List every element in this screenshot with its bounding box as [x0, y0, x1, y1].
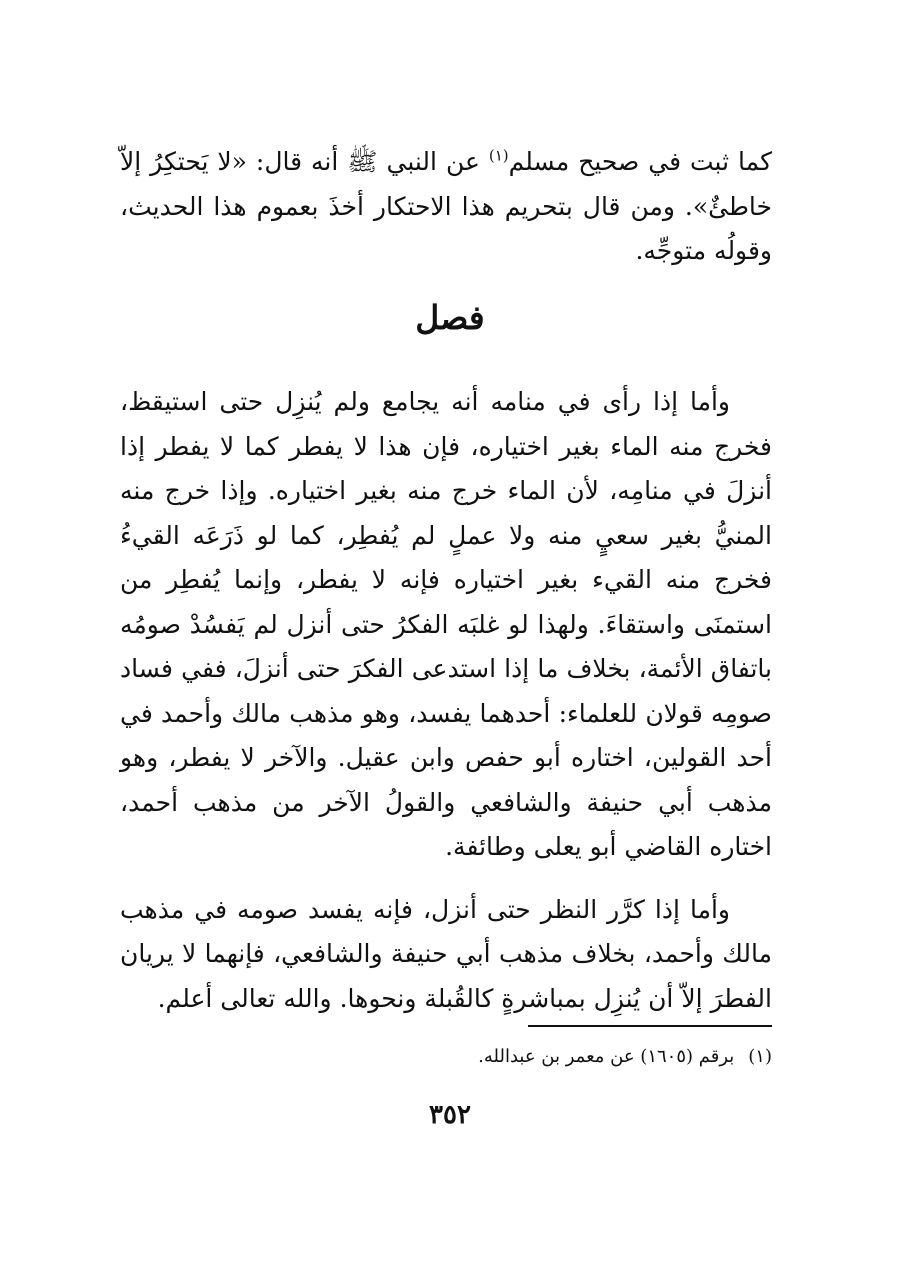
body-paragraph-2: وأما إذا كرَّر النظر حتى أنزل، فإنه يفسد صومه في مذهب مالك وأحمد، بخلاف مذهب أبي حنيفة والشافعي، فإنهما لا يريان الفطرَ إلاّ أن يُنزِل بمباشرةٍ كالقُبلة ونحوها. والله تعالى أعلم. — [120, 894, 772, 1013]
page-number: ٣٥٢ — [429, 1100, 471, 1130]
intro-text-after-ref: عن النبي ﷺ أنه قال: «لا يَحتكِرُ إلاّ خاطئٌ». ومن قال بتحريم هذا الاحتكار أخذَ بعموم هذا الحديث، وقولُه متوجِّه. — [120, 147, 772, 265]
footnote-divider — [528, 1025, 772, 1027]
intro-text-before-ref: كما ثبت في صحيح مسلم — [508, 147, 772, 176]
footnote — [120, 1044, 772, 1070]
footnote-text: برقم (١٦٠٥) عن معمر بن عبدالله. — [478, 1046, 735, 1067]
intro-text — [120, 140, 772, 274]
main-body — [120, 380, 772, 1039]
intro-paragraph — [120, 140, 772, 274]
body-paragraph-1: وأما إذا رأى في منامه أنه يجامع ولم يُنزِل حتى استيقظ، فخرج منه الماء بغير اختياره، فإن هذا لا يفطر كما لا يفطر إذا أنزلَ في منامِه، لأن الماء خرج منه بغير اختياره. وإذا خرج منه المنيُّ بغير سعيٍ منه ولا عملٍ لم يُفطِر، كما لو ذَرَعَه القيءُ فخرج منه القيء بغير اختياره فإنه لا يفطر، وإنما يُفطِر من استمنَى واستقاءَ. ولهذا لو غلبَه الفكرُ حتى أنزل لم يَفسُدْ صومُه باتفاق الأئمة، بخلاف ما إذا استدعى الفكرَ حتى أنزلَ، ففي فساد صومِه قولان للعلماء: أحدهما يفسد، وهو مذهب مالك وأحمد في أحد القولين، اختاره أبو حفص وابن عقيل. والآخر لا يفطر، وهو مذهب أبي حنيفة والشافعي والقولُ الآخر من مذهب أحمد، اختاره القاضي أبو يعلى وطائفة. — [120, 387, 772, 861]
section-heading: فصل — [415, 298, 485, 337]
footnote-reference: (١) — [488, 146, 509, 165]
footnote-number: (١) — [748, 1046, 772, 1067]
